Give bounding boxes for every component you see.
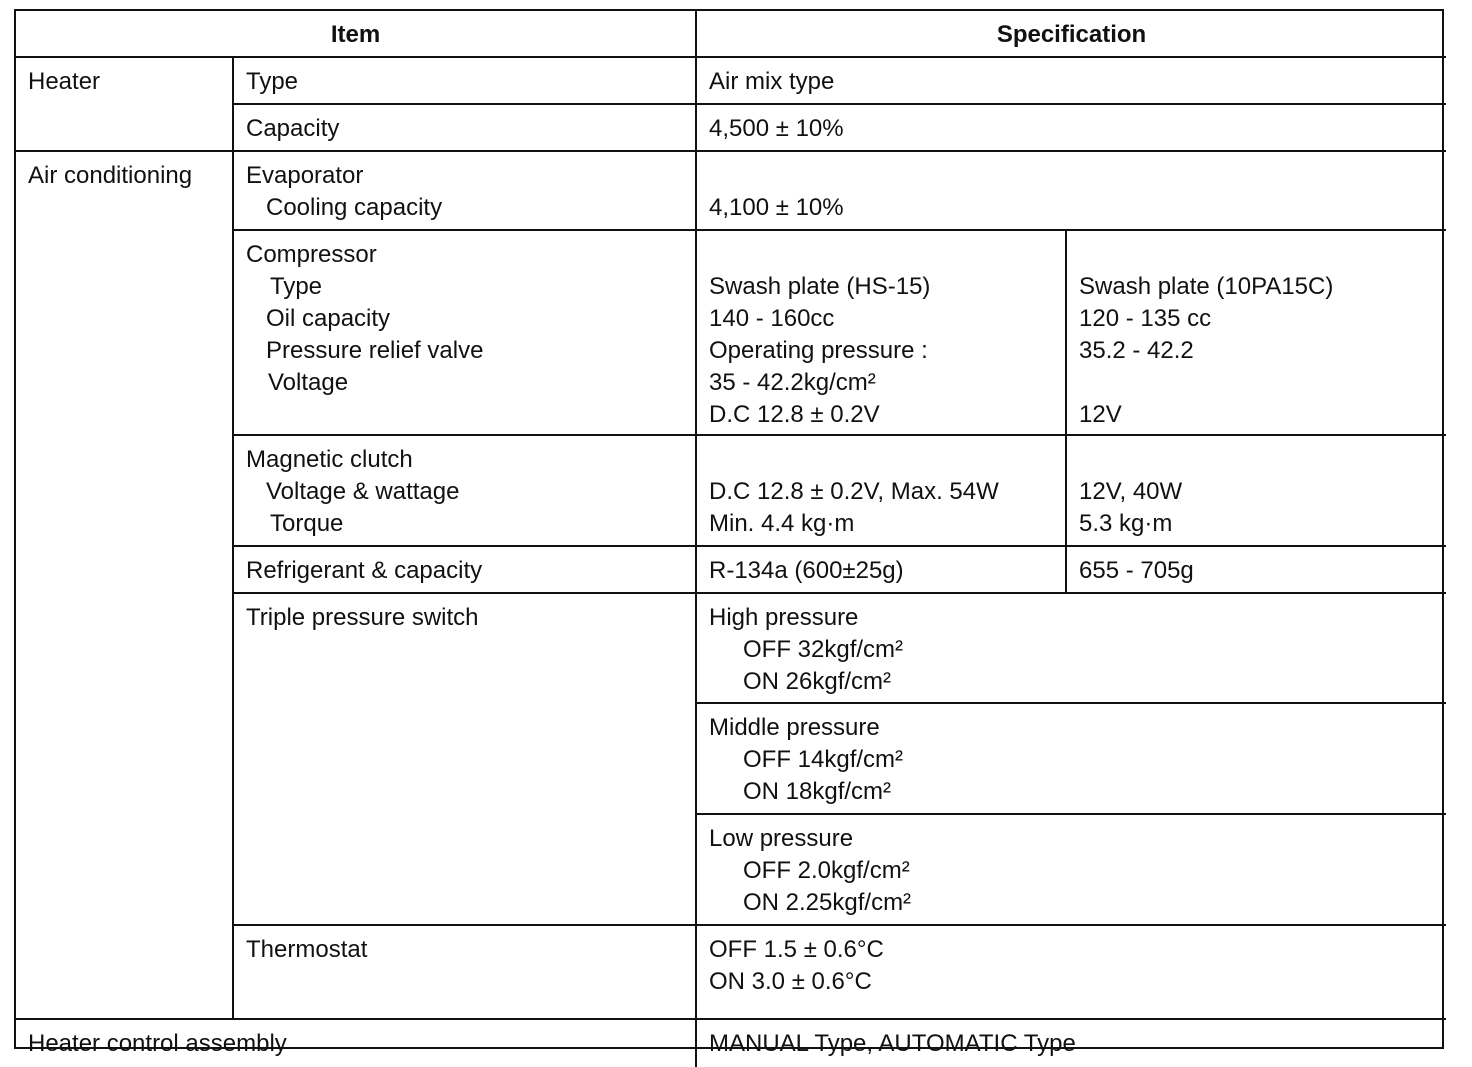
heater-group-cell bbox=[16, 58, 234, 152]
heater-capacity-value: 4,500 ± 10% bbox=[709, 115, 844, 142]
heater-type-cell bbox=[234, 58, 697, 105]
clutch-torque-label: Torque bbox=[270, 510, 344, 537]
thermostat-cell bbox=[234, 926, 697, 1020]
compressor-relief-label: Pressure relief valve bbox=[266, 337, 484, 364]
compressor-oil-label: Oil capacity bbox=[266, 305, 391, 332]
compressor-hs15-voltage: D.C 12.8 ± 0.2V bbox=[709, 401, 880, 428]
control-value: MANUAL Type, AUTOMATIC Type bbox=[709, 1030, 1076, 1057]
refrigerant-cell bbox=[234, 547, 697, 594]
compressor-10pa15c-type: Swash plate (10PA15C) bbox=[1079, 273, 1334, 300]
header-specification-label: Specification bbox=[996, 21, 1147, 48]
compressor-title: Compressor bbox=[246, 241, 377, 268]
clutch-col1-voltage: D.C 12.8 ± 0.2V, Max. 54W bbox=[709, 478, 999, 505]
header-item-label: Item bbox=[330, 21, 381, 48]
compressor-10pa15c-oil: 120 - 135 cc bbox=[1079, 305, 1212, 332]
compressor-10pa15c-relief: 35.2 - 42.2 bbox=[1079, 337, 1194, 364]
control-cell bbox=[16, 1020, 697, 1067]
heater-type-value-cell bbox=[697, 58, 1446, 105]
header-item bbox=[16, 11, 697, 58]
low-pressure-on: ON 2.25kgf/cm² bbox=[743, 889, 912, 916]
clutch-voltage-label: Voltage & wattage bbox=[266, 478, 460, 505]
clutch-col1-cell bbox=[697, 436, 1067, 547]
low-pressure-cell bbox=[697, 815, 1446, 926]
triple-switch-label: Triple pressure switch bbox=[246, 604, 479, 631]
thermostat-value-cell bbox=[697, 926, 1446, 1020]
triple-switch-cell bbox=[234, 594, 697, 926]
low-pressure-title: Low pressure bbox=[709, 825, 854, 852]
clutch-col2-torque: 5.3 kg·m bbox=[1079, 510, 1173, 537]
middle-pressure-off: OFF 14kgf/cm² bbox=[743, 746, 904, 773]
high-pressure-cell bbox=[697, 594, 1446, 704]
compressor-hs15-cell bbox=[697, 231, 1067, 436]
high-pressure-on: ON 26kgf/cm² bbox=[743, 668, 892, 695]
middle-pressure-title: Middle pressure bbox=[709, 714, 880, 741]
clutch-col2-voltage: 12V, 40W bbox=[1079, 478, 1183, 505]
refrigerant-label: Refrigerant & capacity bbox=[246, 557, 483, 584]
clutch-col1-torque: Min. 4.4 kg·m bbox=[709, 510, 855, 537]
compressor-hs15-relief: Operating pressure : bbox=[709, 337, 928, 364]
compressor-cell bbox=[234, 231, 697, 436]
heater-capacity-cell bbox=[234, 105, 697, 152]
clutch-cell bbox=[234, 436, 697, 547]
evaporator-cell bbox=[234, 152, 697, 231]
ac-label: Air conditioning bbox=[28, 162, 193, 189]
compressor-hs15-relief-value: 35 - 42.2kg/cm² bbox=[709, 369, 876, 396]
heater-type-value: Air mix type bbox=[709, 68, 835, 95]
evaporator-title: Evaporator bbox=[246, 162, 364, 189]
thermostat-label: Thermostat bbox=[246, 936, 368, 963]
compressor-voltage-label: Voltage bbox=[268, 369, 349, 396]
middle-pressure-cell bbox=[697, 704, 1446, 815]
ac-group-cell bbox=[16, 152, 234, 1020]
clutch-col2-cell bbox=[1067, 436, 1446, 547]
evaporator-value-cell bbox=[697, 152, 1446, 231]
heater-capacity-label: Capacity bbox=[246, 115, 340, 142]
control-value-cell bbox=[697, 1020, 1446, 1067]
compressor-type-label: Type bbox=[270, 273, 323, 300]
heater-type-label: Type bbox=[246, 68, 299, 95]
compressor-10pa15c-voltage: 12V bbox=[1079, 401, 1122, 428]
compressor-hs15-oil: 140 - 160cc bbox=[709, 305, 835, 332]
evaporator-cooling-label: Cooling capacity bbox=[266, 194, 443, 221]
low-pressure-off: OFF 2.0kgf/cm² bbox=[743, 857, 910, 884]
middle-pressure-on: ON 18kgf/cm² bbox=[743, 778, 892, 805]
compressor-hs15-type: Swash plate (HS-15) bbox=[709, 273, 931, 300]
heater-label: Heater bbox=[28, 68, 101, 95]
spec-table bbox=[14, 9, 1444, 1057]
thermostat-on: ON 3.0 ± 0.6°C bbox=[709, 968, 872, 995]
thermostat-off: OFF 1.5 ± 0.6°C bbox=[709, 936, 884, 963]
clutch-title: Magnetic clutch bbox=[246, 446, 413, 473]
heater-capacity-value-cell bbox=[697, 105, 1446, 152]
refrigerant-col2-value: 655 - 705g bbox=[1079, 557, 1194, 584]
control-label: Heater control assembly bbox=[28, 1030, 287, 1057]
evaporator-cooling-value: 4,100 ± 10% bbox=[709, 194, 844, 221]
refrigerant-col2-cell bbox=[1067, 547, 1446, 594]
high-pressure-title: High pressure bbox=[709, 604, 859, 631]
refrigerant-col1-cell bbox=[697, 547, 1067, 594]
refrigerant-col1-value: R-134a (600±25g) bbox=[709, 557, 904, 584]
header-specification bbox=[697, 11, 1446, 58]
compressor-10pa15c-cell bbox=[1067, 231, 1446, 436]
high-pressure-off: OFF 32kgf/cm² bbox=[743, 636, 904, 663]
